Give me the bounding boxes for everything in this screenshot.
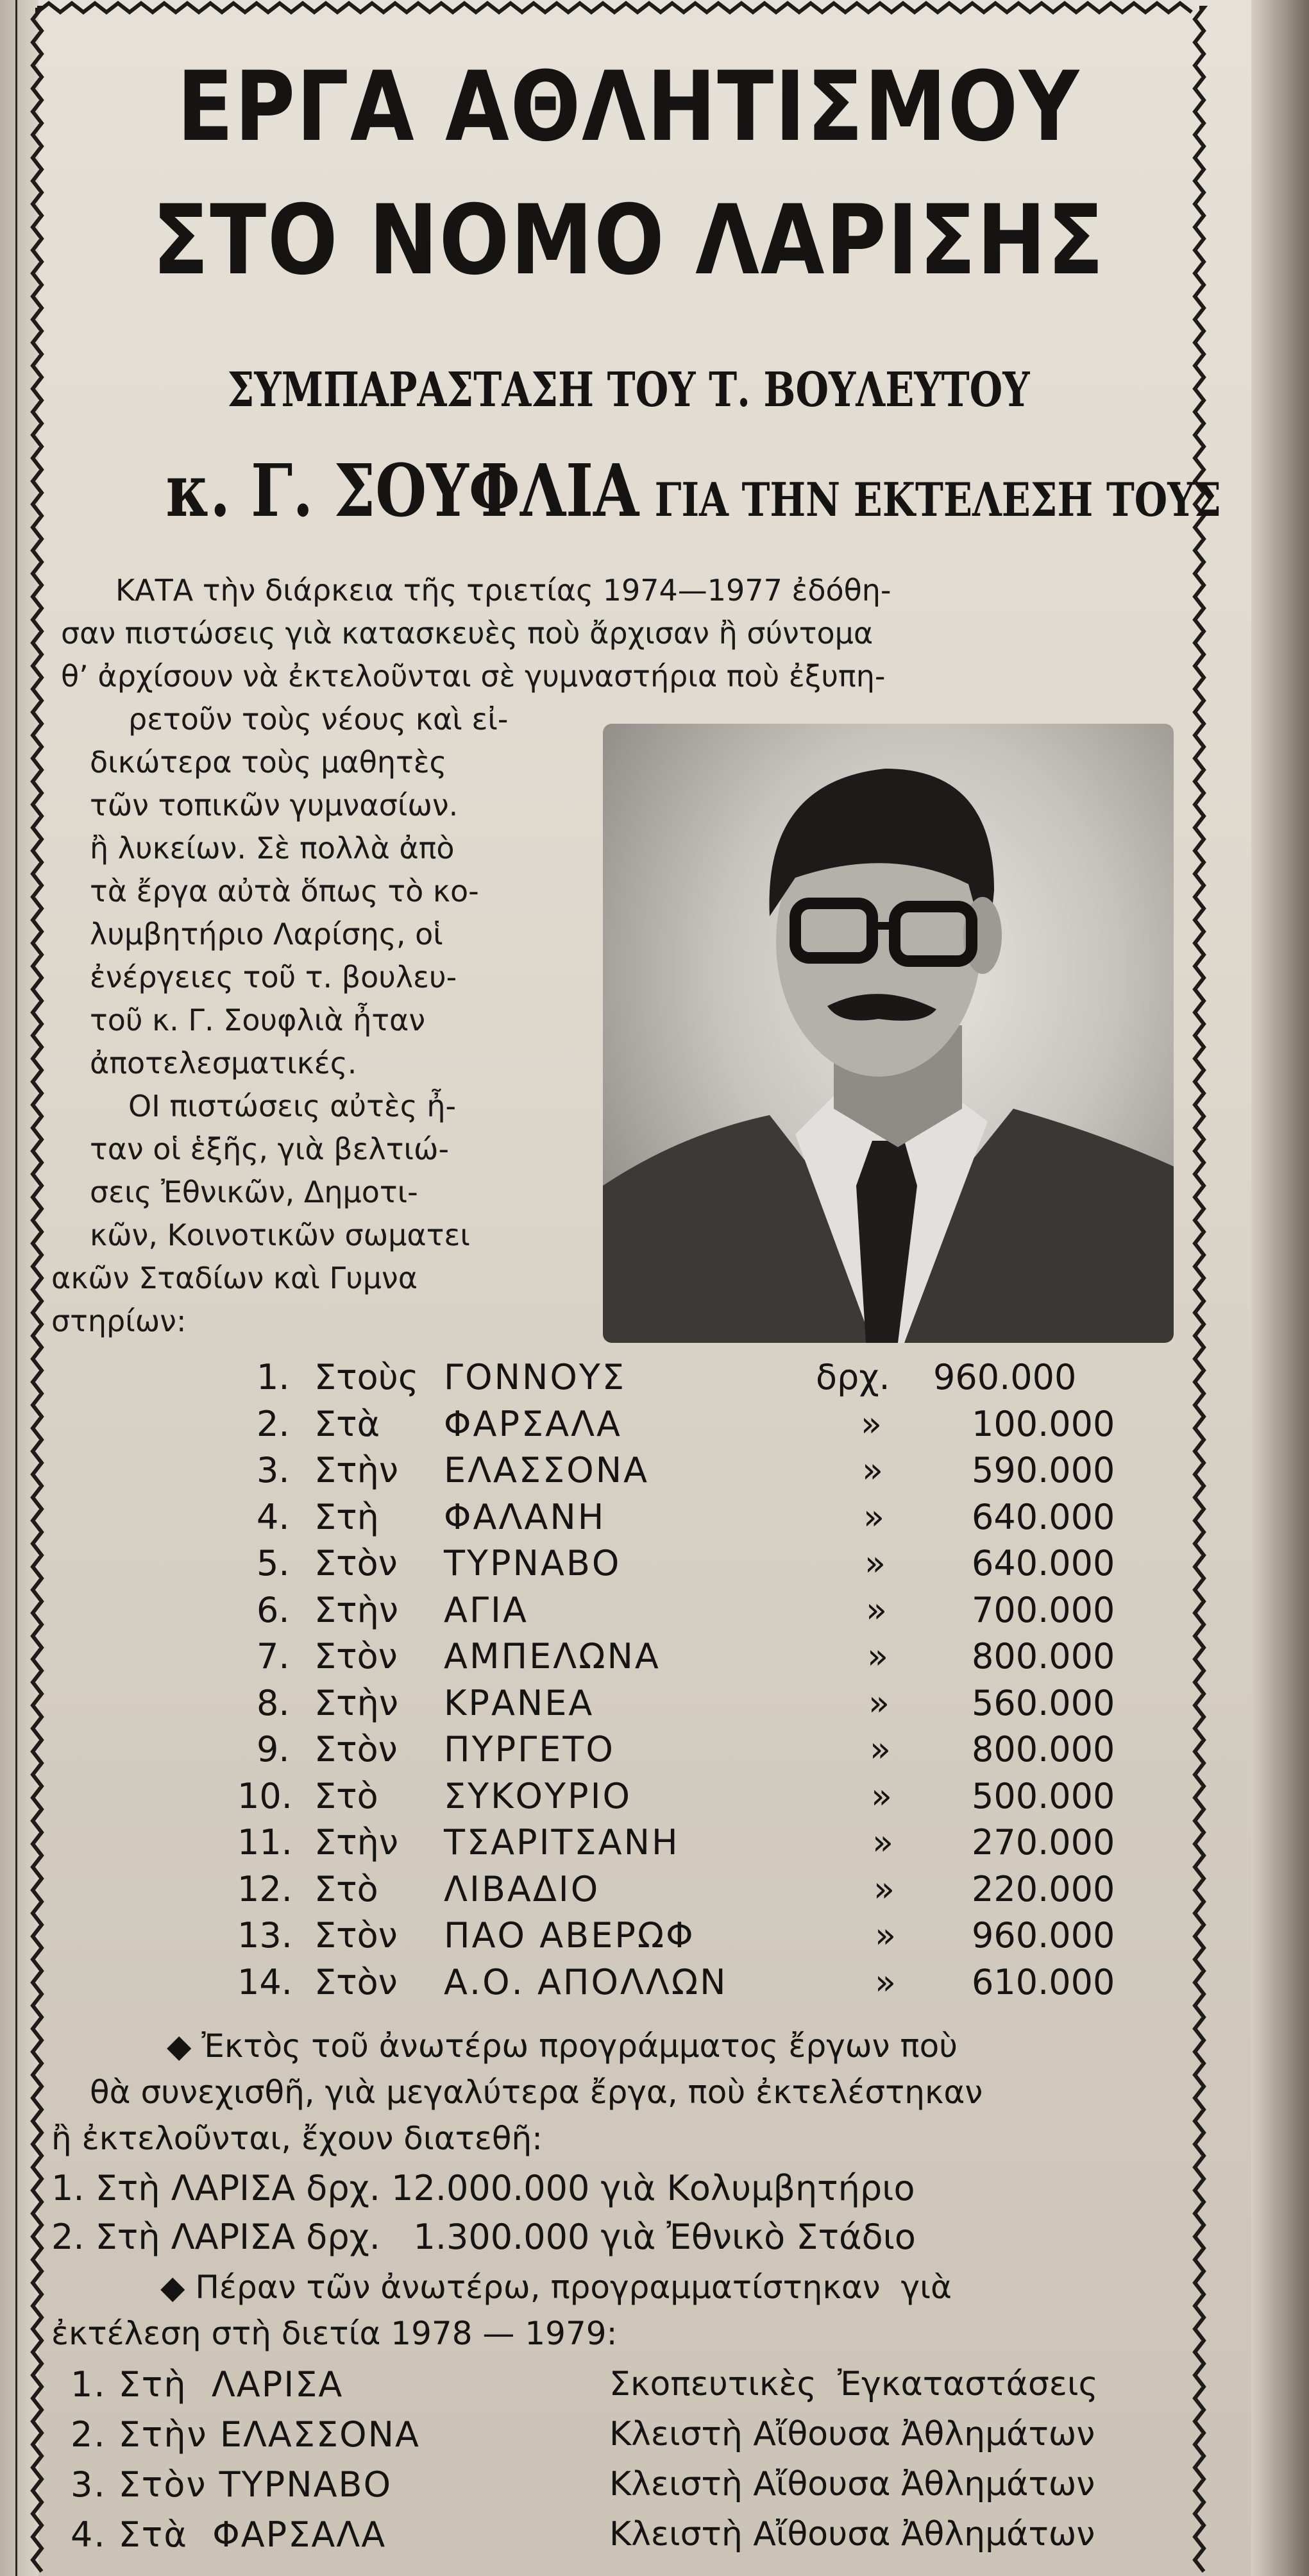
allocation-amount: 610.000 xyxy=(972,1961,1115,2002)
portrait-illustration xyxy=(603,724,1174,1343)
allocation-currency: » xyxy=(875,1961,897,2002)
planned-facility: Κλειστὴ Αἴθουσα Ἀθλημάτων xyxy=(609,2415,1095,2453)
allocation-number: 8. xyxy=(257,1682,290,1723)
intro-narrow-line: ταν οἱ ἑξῆς, γιὰ βελτιώ- xyxy=(90,1132,450,1166)
allocation-amount: 700.000 xyxy=(972,1589,1115,1630)
allocation-preposition: Στὸν xyxy=(314,1915,398,1956)
allocation-number: 5. xyxy=(257,1543,290,1583)
subheadline-line-1: ΣΥΜΠΑΡΑΣΤΑΣΗ ΤΟΥ Τ. ΒΟΥΛΕΥΤΟΥ xyxy=(227,363,1030,418)
allocation-place: ΛΙΒΑΔΙΟ xyxy=(444,1868,600,1909)
allocation-number: 4. xyxy=(257,1496,290,1537)
planned-location: 4. Στὰ ΦΑΡΣΑΛΑ xyxy=(71,2514,387,2555)
allocation-currency: » xyxy=(865,1543,886,1583)
allocation-number: 3. xyxy=(257,1450,290,1490)
politician-portrait-photo xyxy=(603,724,1174,1343)
allocation-preposition: Στὸ xyxy=(314,1868,378,1909)
allocation-preposition: Στὰ xyxy=(314,1403,380,1444)
allocation-amount: 800.000 xyxy=(972,1729,1115,1770)
allocation-currency: » xyxy=(867,1636,889,1676)
planned-location: 3. Στὸν ΤΥΡΝΑΒΟ xyxy=(71,2464,393,2505)
paragraph-line: ◆ Ἐκτὸς τοῦ ἀνωτέρω προγράμματος ἔργων ποὺ xyxy=(167,2027,958,2065)
allocation-place: ΤΣΑΡΙΤΣΑΝΗ xyxy=(444,1822,680,1863)
intro-narrow-line: δικώτερα τοὺς μαθητὲς xyxy=(90,745,447,780)
intro-narrow-line: ακῶν Σταδίων καὶ Γυμνα xyxy=(51,1261,418,1295)
intro-narrow-line: σεις Ἐθνικῶν, Δημοτι- xyxy=(90,1175,418,1209)
planned-location: 2. Στὴν ΕΛΑΣΣΟΝΑ xyxy=(71,2414,420,2455)
allocation-place: ΠΑΟ ΑΒΕΡΩΦ xyxy=(444,1915,695,1956)
headline-line-1: ΕΡΓΑ ΑΘΛΗΤΙΣΜΟΥ xyxy=(176,51,1081,163)
allocation-number: 12. xyxy=(237,1868,292,1909)
allocation-currency: δρχ. xyxy=(816,1357,890,1397)
allocation-number: 14. xyxy=(237,1961,292,2002)
paragraph-line: θὰ συνεχισθῆ, γιὰ μεγαλύτερα ἔργα, ποὺ ἐκτελέστηκαν xyxy=(90,2074,983,2111)
intro-narrow-line: ἐνέργειες τοῦ τ. βουλευ- xyxy=(90,960,457,994)
allocation-place: Α.Ο. ΑΠΟΛΛΩΝ xyxy=(444,1961,728,2002)
larisa-item: 2. Στὴ ΛΑΡΙΣΑ δρχ. 1.300.000 γιὰ Ἐθνικὸ Στάδιο xyxy=(51,2217,916,2257)
intro-narrow-line: ρετοῦν τοὺς νέους καὶ εἰ- xyxy=(128,702,509,737)
intro-line: ΚΑΤΑ τὴν διάρκεια τῆς τριετίας 1974—1977 ἐδόθη- xyxy=(115,573,891,608)
allocation-currency: » xyxy=(863,1496,885,1537)
larisa-item: 1. Στὴ ΛΑΡΙΣΑ δρχ. 12.000.000 γιὰ Κολυμβητήριο xyxy=(51,2168,915,2208)
paragraph-line: ἐκτέλεση στὴ διετία 1978 — 1979: xyxy=(51,2315,618,2352)
intro-narrow-line: ΟΙ πιστώσεις αὐτὲς ἦ- xyxy=(128,1089,457,1123)
allocation-preposition: Στὴ xyxy=(314,1496,379,1537)
headline-line-2: ΣΤΟ ΝΟΜΟ ΛΑΡΙΣΗΣ xyxy=(152,185,1105,296)
paragraph-line: ἢ ἐκτελοῦνται, ἔχουν διατεθῆ: xyxy=(51,2120,543,2157)
allocation-preposition: Στὴν xyxy=(314,1589,399,1630)
allocation-amount: 220.000 xyxy=(972,1868,1115,1909)
allocation-preposition: Στὸ xyxy=(314,1775,378,1816)
intro-narrow-line: ἀποτελεσματικές. xyxy=(90,1046,357,1080)
allocation-currency: » xyxy=(868,1682,890,1723)
allocation-preposition: Στὸν xyxy=(314,1543,398,1583)
allocation-place: ΤΥΡΝΑΒΟ xyxy=(444,1543,621,1583)
allocation-place: ΓΟΝΝΟΥΣ xyxy=(444,1357,626,1397)
allocation-amount: 500.000 xyxy=(972,1775,1115,1816)
intro-narrow-line: τῶν τοπικῶν γυμνασίων. xyxy=(90,788,459,823)
allocation-number: 10. xyxy=(237,1775,292,1816)
allocation-amount: 960.000 xyxy=(933,1357,1077,1397)
allocation-place: ΑΜΠΕΛΩΝΑ xyxy=(444,1636,661,1676)
allocation-preposition: Στὴν xyxy=(314,1450,399,1490)
intro-narrow-line: τοῦ κ. Γ. Σουφλιὰ ἦταν xyxy=(90,1003,426,1037)
intro-line: θ’ ἀρχίσουν νὰ ἐκτελοῦνται σὲ γυμναστήρια ποὺ ἐξυπη- xyxy=(61,659,886,694)
allocation-currency: » xyxy=(861,1403,883,1444)
allocation-currency: » xyxy=(872,1822,894,1863)
allocation-number: 13. xyxy=(237,1915,292,1956)
intro-line: σαν πιστώσεις γιὰ κατασκευὲς ποὺ ἄρχισαν ἢ σύντομα xyxy=(61,616,874,651)
politician-name: κ. Γ. ΣΟΥΦΛΙΑ xyxy=(165,449,639,533)
allocation-number: 7. xyxy=(257,1636,290,1676)
allocation-currency: » xyxy=(874,1868,895,1909)
allocation-currency: » xyxy=(866,1589,888,1630)
allocation-preposition: Στὸν xyxy=(314,1636,398,1676)
subheadline-rest: ΓΙΑ ΤΗΝ ΕΚΤΕΛΕΣΗ ΤΟΥΣ xyxy=(654,472,1222,527)
intro-narrow-line: κῶν, Κοινοτικῶν σωματει xyxy=(90,1218,470,1252)
allocation-preposition: Στὴν xyxy=(314,1822,399,1863)
allocation-place: ΠΥΡΓΕΤΟ xyxy=(444,1729,615,1770)
intro-narrow-line: ἢ λυκείων. Σὲ πολλὰ ἀπὸ xyxy=(90,831,455,866)
allocation-number: 1. xyxy=(257,1357,290,1397)
allocation-number: 6. xyxy=(257,1589,290,1630)
planned-facility: Κλειστὴ Αἴθουσα Ἀθλημάτων xyxy=(609,2515,1095,2554)
allocation-place: ΦΑΡΣΑΛΑ xyxy=(444,1403,622,1444)
allocation-place: ΑΓΙΑ xyxy=(444,1589,528,1630)
allocation-amount: 960.000 xyxy=(972,1915,1115,1956)
allocation-preposition: Στὸν xyxy=(314,1729,398,1770)
allocation-amount: 270.000 xyxy=(972,1822,1115,1863)
allocation-currency: » xyxy=(870,1729,891,1770)
allocation-currency: » xyxy=(871,1775,893,1816)
allocation-number: 11. xyxy=(237,1822,292,1863)
planned-facility: Κλειστὴ Αἴθουσα Ἀθλημάτων xyxy=(609,2465,1095,2503)
allocation-currency: » xyxy=(862,1450,884,1490)
allocation-number: 9. xyxy=(257,1729,290,1770)
intro-narrow-line: τὰ ἔργα αὐτὰ ὅπως τὸ κο- xyxy=(90,874,479,908)
planned-facility: Σκοπευτικὲς Ἐγκαταστάσεις xyxy=(609,2365,1099,2403)
allocation-preposition: Στὸν xyxy=(314,1961,398,2002)
allocation-amount: 640.000 xyxy=(972,1543,1115,1583)
allocation-currency: » xyxy=(875,1915,897,1956)
paragraph-line: ◆ Πέραν τῶν ἀνωτέρω, προγραμματίστηκαν γιὰ xyxy=(160,2269,952,2306)
allocation-amount: 590.000 xyxy=(972,1450,1115,1490)
allocation-amount: 560.000 xyxy=(972,1682,1115,1723)
intro-narrow-line: λυμβητήριο Λαρίσης, οἱ xyxy=(90,917,443,951)
intro-narrow-line: στηρίων: xyxy=(51,1304,187,1338)
allocation-place: ΣΥΚΟΥΡΙΟ xyxy=(444,1775,632,1816)
planned-location: 1. Στὴ ΛΑΡΙΣΑ xyxy=(71,2364,344,2405)
allocation-amount: 640.000 xyxy=(972,1496,1115,1537)
allocation-preposition: Στὴν xyxy=(314,1682,399,1723)
allocation-amount: 100.000 xyxy=(972,1403,1115,1444)
allocation-amount: 800.000 xyxy=(972,1636,1115,1676)
allocation-place: ΕΛΑΣΣΟΝΑ xyxy=(444,1450,650,1490)
allocation-number: 2. xyxy=(257,1403,290,1444)
allocation-preposition: Στοὺς xyxy=(314,1357,419,1397)
allocation-place: ΦΑΛΑΝΗ xyxy=(444,1496,606,1537)
subheadline-line-2 xyxy=(165,449,1222,533)
allocation-place: ΚΡΑΝΕΑ xyxy=(444,1682,595,1723)
